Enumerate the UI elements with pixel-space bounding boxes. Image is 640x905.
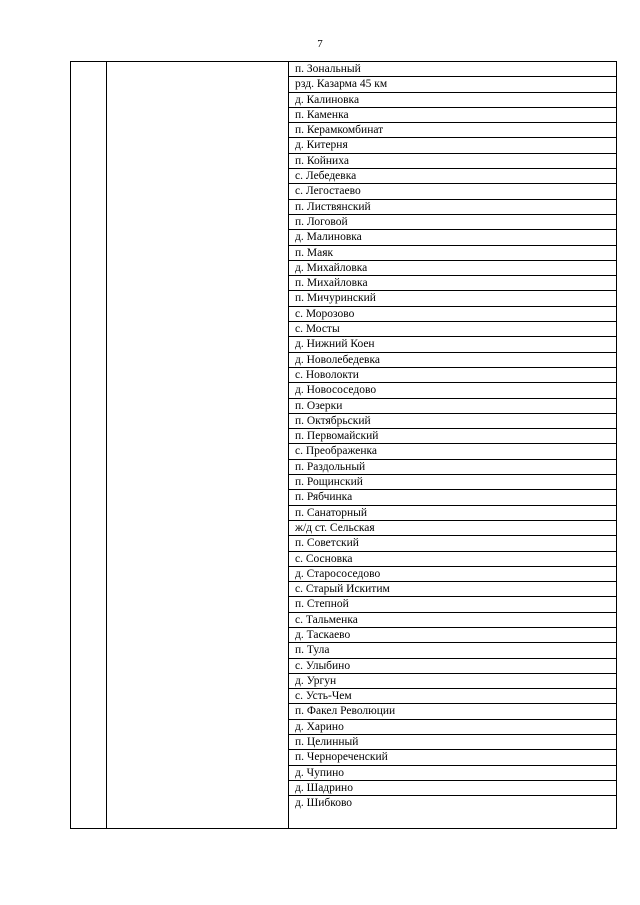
settlement-entry: с. Легостаево [289, 184, 616, 199]
settlement-entry: п. Санаторный [289, 506, 616, 521]
settlement-entry: д. Чупино [289, 766, 616, 781]
settlement-entry: д. Харино [289, 720, 616, 735]
settlement-entry: с. Мосты [289, 322, 616, 337]
settlement-entry: п. Рощинский [289, 475, 616, 490]
settlement-entry: п. Степной [289, 597, 616, 612]
settlement-entry: п. Михайловка [289, 276, 616, 291]
settlement-entry: п. Маяк [289, 246, 616, 261]
settlement-entry: п. Советский [289, 536, 616, 551]
settlement-entry: д. Шадрино [289, 781, 616, 796]
settlement-entry: п. Раздольный [289, 460, 616, 475]
settlement-entry: с. Морозово [289, 307, 616, 322]
settlement-entry: с. Тальменка [289, 613, 616, 628]
settlement-entry: п. Первомайский [289, 429, 616, 444]
settlement-entry: п. Листвянский [289, 200, 616, 215]
settlement-entry: п. Чернореченский [289, 750, 616, 765]
settlement-entry: с. Усть-Чем [289, 689, 616, 704]
settlement-entry: с. Новолокти [289, 368, 616, 383]
settlement-list [289, 62, 616, 812]
settlement-entry: д. Калиновка [289, 93, 616, 108]
settlement-entry: ж/д ст. Сельская [289, 521, 616, 536]
settlement-entry: д. Новососедово [289, 383, 616, 398]
settlement-entry: с. Преображенка [289, 444, 616, 459]
settlement-entry: д. Таскаево [289, 628, 616, 643]
settlement-entry: п. Тула [289, 643, 616, 658]
settlement-entry: д. Нижний Коен [289, 337, 616, 352]
settlement-entry: с. Улыбино [289, 659, 616, 674]
settlement-entry: д. Ургун [289, 674, 616, 689]
settlement-entry: п. Каменка [289, 108, 616, 123]
settlement-entry: д. Малиновка [289, 230, 616, 245]
settlement-entry: д. Шибково [295, 797, 353, 810]
settlement-entry: п. Зональный [289, 62, 616, 77]
page-number: 7 [317, 38, 323, 50]
settlement-entry: д. Новолебедевка [289, 353, 616, 368]
settlement-entry: д. Китерня [289, 138, 616, 153]
settlement-entry: п. Керамкомбинат [289, 123, 616, 138]
table-row [71, 62, 617, 829]
settlement-entry: с. Лебедевка [289, 169, 616, 184]
settlement-entry: п. Озерки [289, 399, 616, 414]
settlement-entry: п. Факел Революции [289, 704, 616, 719]
settlement-entry: с. Старый Искитим [289, 582, 616, 597]
district-cell [107, 62, 289, 829]
settlements-cell [289, 62, 617, 829]
number-cell [71, 62, 107, 829]
settlement-entry: п. Логовой [289, 215, 616, 230]
settlement-entry: п. Целинный [289, 735, 616, 750]
settlement-entry: п. Койниха [289, 154, 616, 169]
settlements-table [70, 61, 617, 829]
settlement-entry: п. Мичуринский [289, 291, 616, 306]
settlement-entry: рзд. Казарма 45 км [289, 77, 616, 92]
settlement-entry: с. Сосновка [289, 552, 616, 567]
settlement-entry: п. Октябрьский [289, 414, 616, 429]
settlement-entry: п. Рябчинка [289, 490, 616, 505]
settlement-entry: д. Михайловка [289, 261, 616, 276]
settlement-entry: д. Старососедово [289, 567, 616, 582]
